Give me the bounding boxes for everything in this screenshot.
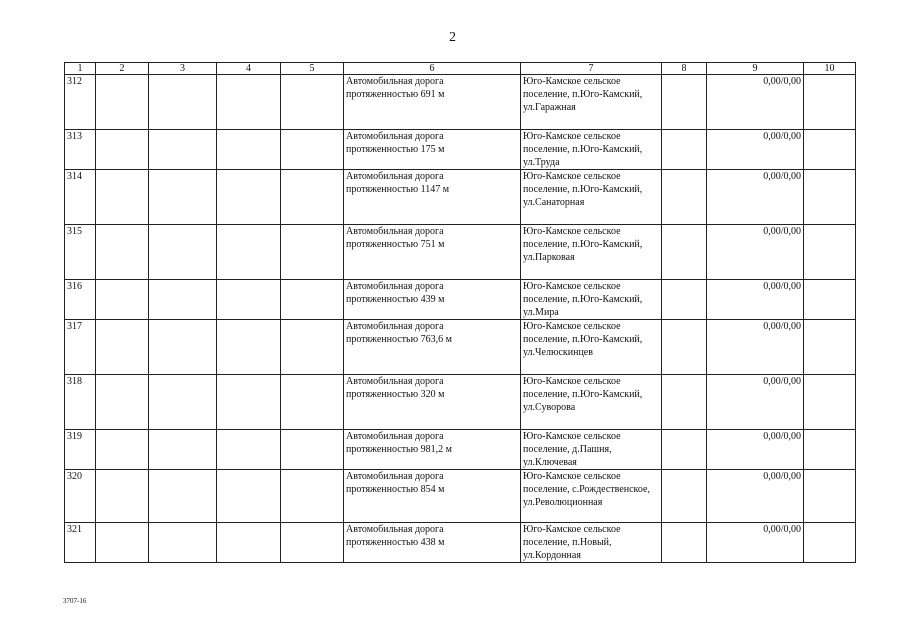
- object-address: Юго-Камское сельское поселение, п.Юго-Камский, ул.Челюскинцев: [521, 320, 662, 375]
- page-number: 2: [449, 30, 456, 45]
- object-name: Автомобильная дорога протяженностью 691 м: [344, 75, 521, 130]
- cell-col-10: [804, 375, 856, 430]
- cell-col-3: [149, 75, 217, 130]
- cell-col-8: [662, 130, 707, 170]
- row-number: 312: [65, 75, 96, 130]
- row-number: 318: [65, 375, 96, 430]
- cell-col-2: [96, 170, 149, 225]
- cell-col-5: [281, 430, 344, 470]
- cell-col-3: [149, 430, 217, 470]
- object-name: Автомобильная дорога протяженностью 981,2 м: [344, 430, 521, 470]
- cell-col-4: [217, 130, 281, 170]
- table-row: [65, 375, 856, 430]
- object-value: 0,00/0,00: [707, 430, 804, 470]
- cell-col-10: [804, 170, 856, 225]
- object-address: Юго-Камское сельское поселение, п.Юго-Камский, ул.Санаторная: [521, 170, 662, 225]
- cell-col-10: [804, 470, 856, 523]
- cell-col-2: [96, 470, 149, 523]
- object-name: Автомобильная дорога протяженностью 751 м: [344, 225, 521, 280]
- table-row: [65, 430, 856, 470]
- cell-col-10: [804, 75, 856, 130]
- cell-col-3: [149, 375, 217, 430]
- object-value: 0,00/0,00: [707, 280, 804, 320]
- document-code: 3707-16: [63, 597, 87, 605]
- cell-col-10: [804, 130, 856, 170]
- object-value: 0,00/0,00: [707, 320, 804, 375]
- object-name: Автомобильная дорога протяженностью 439 м: [344, 280, 521, 320]
- cell-col-8: [662, 375, 707, 430]
- column-header-9: 9: [707, 63, 804, 75]
- column-header-1: 1: [65, 63, 96, 75]
- object-value: 0,00/0,00: [707, 225, 804, 280]
- cell-col-2: [96, 523, 149, 563]
- column-header-4: 4: [217, 63, 281, 75]
- cell-col-10: [804, 430, 856, 470]
- table-row: [65, 225, 856, 280]
- cell-col-8: [662, 430, 707, 470]
- column-header-7: 7: [521, 63, 662, 75]
- object-name: Автомобильная дорога протяженностью 854 м: [344, 470, 521, 523]
- cell-col-4: [217, 225, 281, 280]
- column-header-5: 5: [281, 63, 344, 75]
- cell-col-4: [217, 470, 281, 523]
- column-header-10: 10: [804, 63, 856, 75]
- cell-col-3: [149, 130, 217, 170]
- object-value: 0,00/0,00: [707, 130, 804, 170]
- cell-col-5: [281, 470, 344, 523]
- cell-col-10: [804, 225, 856, 280]
- object-name: Автомобильная дорога протяженностью 438 м: [344, 523, 521, 563]
- cell-col-5: [281, 523, 344, 563]
- row-number: 313: [65, 130, 96, 170]
- object-address: Юго-Камское сельское поселение, п.Юго-Камский, ул.Труда: [521, 130, 662, 170]
- column-header-3: 3: [149, 63, 217, 75]
- table-row: [65, 130, 856, 170]
- cell-col-4: [217, 280, 281, 320]
- column-header-8: 8: [662, 63, 707, 75]
- cell-col-5: [281, 170, 344, 225]
- cell-col-10: [804, 280, 856, 320]
- row-number: 321: [65, 523, 96, 563]
- cell-col-4: [217, 523, 281, 563]
- cell-col-2: [96, 430, 149, 470]
- cell-col-10: [804, 523, 856, 563]
- object-value: 0,00/0,00: [707, 523, 804, 563]
- object-address: Юго-Камское сельское поселение, п.Юго-Камский, ул.Гаражная: [521, 75, 662, 130]
- row-number: 317: [65, 320, 96, 375]
- cell-col-3: [149, 470, 217, 523]
- header-row: [65, 63, 856, 75]
- cell-col-3: [149, 280, 217, 320]
- object-name: Автомобильная дорога протяженностью 1147 м: [344, 170, 521, 225]
- column-header-6: 6: [344, 63, 521, 75]
- table-row: [65, 170, 856, 225]
- cell-col-3: [149, 320, 217, 375]
- object-address: Юго-Камское сельское поселение, п.Новый, ул.Кордонная: [521, 523, 662, 563]
- cell-col-8: [662, 320, 707, 375]
- table-row: [65, 75, 856, 130]
- object-value: 0,00/0,00: [707, 470, 804, 523]
- table-row: [65, 470, 856, 523]
- cell-col-2: [96, 375, 149, 430]
- object-name: Автомобильная дорога протяженностью 175 м: [344, 130, 521, 170]
- cell-col-8: [662, 523, 707, 563]
- cell-col-2: [96, 280, 149, 320]
- object-name: Автомобильная дорога протяженностью 763,6 м: [344, 320, 521, 375]
- object-address: Юго-Камское сельское поселение, п.Юго-Камский, ул.Парковая: [521, 225, 662, 280]
- table-row: [65, 280, 856, 320]
- table-row: [65, 523, 856, 563]
- cell-col-2: [96, 75, 149, 130]
- object-address: Юго-Камское сельское поселение, п.Юго-Камский, ул.Суворова: [521, 375, 662, 430]
- table-row: [65, 320, 856, 375]
- cell-col-8: [662, 75, 707, 130]
- object-address: Юго-Камское сельское поселение, п.Юго-Камский, ул.Мира: [521, 280, 662, 320]
- row-number: 314: [65, 170, 96, 225]
- cell-col-8: [662, 225, 707, 280]
- cell-col-2: [96, 225, 149, 280]
- cell-col-5: [281, 280, 344, 320]
- cell-col-4: [217, 320, 281, 375]
- cell-col-3: [149, 523, 217, 563]
- cell-col-8: [662, 280, 707, 320]
- cell-col-5: [281, 320, 344, 375]
- object-value: 0,00/0,00: [707, 75, 804, 130]
- cell-col-5: [281, 225, 344, 280]
- row-number: 320: [65, 470, 96, 523]
- registry-table: [64, 62, 856, 563]
- column-header-2: 2: [96, 63, 149, 75]
- object-value: 0,00/0,00: [707, 375, 804, 430]
- object-name: Автомобильная дорога протяженностью 320 м: [344, 375, 521, 430]
- cell-col-10: [804, 320, 856, 375]
- object-address: Юго-Камское сельское поселение, с.Рождественское, ул.Революционная: [521, 470, 662, 523]
- cell-col-5: [281, 75, 344, 130]
- cell-col-8: [662, 470, 707, 523]
- cell-col-2: [96, 320, 149, 375]
- row-number: 316: [65, 280, 96, 320]
- cell-col-4: [217, 430, 281, 470]
- cell-col-4: [217, 170, 281, 225]
- cell-col-3: [149, 225, 217, 280]
- cell-col-3: [149, 170, 217, 225]
- cell-col-4: [217, 375, 281, 430]
- cell-col-4: [217, 75, 281, 130]
- cell-col-2: [96, 130, 149, 170]
- cell-col-5: [281, 375, 344, 430]
- cell-col-8: [662, 170, 707, 225]
- row-number: 319: [65, 430, 96, 470]
- row-number: 315: [65, 225, 96, 280]
- cell-col-5: [281, 130, 344, 170]
- object-value: 0,00/0,00: [707, 170, 804, 225]
- object-address: Юго-Камское сельское поселение, д.Пашня, ул.Ключевая: [521, 430, 662, 470]
